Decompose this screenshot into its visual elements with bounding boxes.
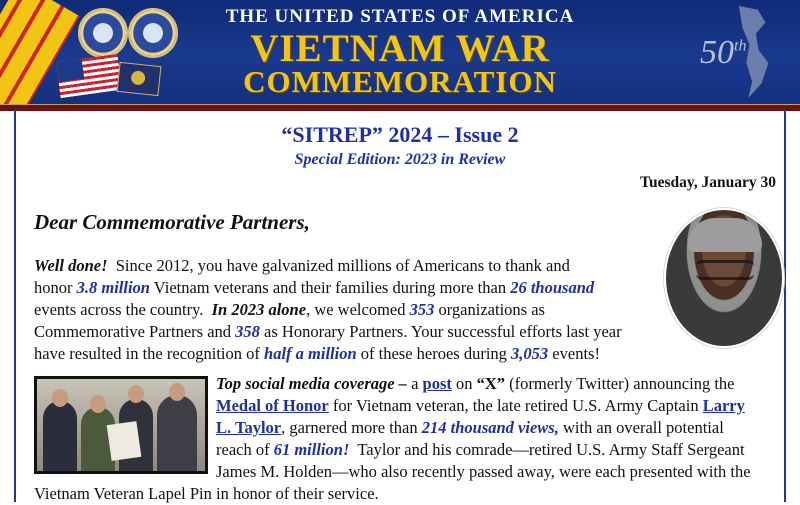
header-banner (0, 0, 800, 104)
social-media-paragraph (34, 373, 774, 505)
text: , we welcomed (306, 300, 410, 319)
dod-seal-icon (78, 8, 128, 58)
text: have resulted in the recognition of (34, 344, 265, 363)
text: reach of (216, 440, 274, 459)
text: honor (34, 278, 77, 297)
social-lead: Top social media coverage – (216, 374, 412, 393)
text: Since 2012, you have galvanized millions of Americans to thank and (107, 256, 570, 275)
header-line-3: COMMEMORATION (243, 64, 557, 99)
header-line-1: THE UNITED STATES OF AMERICA (225, 6, 575, 27)
intro-lead: Well done! (34, 256, 108, 275)
larry-taylor-link-1[interactable]: Larry (702, 396, 745, 415)
events-2023-count: 3,053 (511, 344, 549, 363)
greeting: Dear Commemorative Partners, (34, 210, 310, 234)
text: organizations as (434, 300, 545, 319)
50th-anniversary-mark (700, 34, 790, 72)
commemoration-seal-icon (128, 8, 178, 58)
commemoration-flag-icon (117, 62, 162, 96)
medal-of-honor-link[interactable]: Medal of Honor (216, 396, 329, 415)
reach-count: 61 million! (273, 440, 350, 459)
text: Taylor and his comrade—retired U.S. Army Staff Sergeant (349, 440, 745, 459)
para2-indented-lines (34, 373, 774, 483)
x-label: “X” (476, 374, 506, 393)
glasses-shape (696, 260, 754, 280)
text: events across the country. (34, 300, 212, 319)
text: James M. Holden—who also recently passed away, were each presented with the (216, 462, 751, 481)
views-count: 214 thousand views, (421, 418, 559, 437)
text: , garnered more than (281, 418, 422, 437)
text: for Vietnam veteran, the late retired U.S. Army Captain (328, 396, 703, 415)
text: with an overall potential (558, 418, 724, 437)
organizations-count: 353 (409, 300, 435, 319)
us-flag-icon (56, 54, 122, 98)
text: of these heroes during (356, 344, 512, 363)
text: events! (548, 344, 600, 363)
issue-date: Tuesday, January 30 (640, 174, 776, 191)
text: Vietnam veterans and their families during more than (149, 278, 511, 297)
anniversary-number: 50 (700, 34, 734, 71)
honorary-count: 358 (235, 322, 260, 341)
header-line-2: VIETNAM WAR (250, 27, 550, 70)
cap-shape (688, 218, 762, 252)
issue-title: “SITREP” 2024 – Issue 2 (281, 122, 519, 147)
larry-taylor-link-2[interactable]: L. Taylor (216, 418, 282, 437)
text: Commemorative Partners and (34, 322, 236, 341)
text: Vietnam Veteran Lapel Pin in honor of their service. (34, 484, 379, 503)
text: a (411, 374, 423, 393)
text: on (451, 374, 477, 393)
text: as Honorary Partners. Your successful efforts last year (259, 322, 622, 341)
year-highlight: In 2023 alone (211, 300, 307, 319)
veterans-count: 3.8 million (76, 278, 150, 297)
events-count: 26 thousand (510, 278, 595, 297)
banner-divider (0, 104, 800, 111)
post-link[interactable]: post (422, 374, 452, 393)
anniversary-suffix: th (734, 37, 747, 55)
text: (formerly Twitter) announcing the (505, 374, 735, 393)
veteran-portrait-photo (664, 208, 784, 348)
issue-subtitle: Special Edition: 2023 in Review (294, 151, 506, 168)
half-million-highlight: half a million (264, 344, 357, 363)
intro-paragraph (34, 255, 664, 365)
